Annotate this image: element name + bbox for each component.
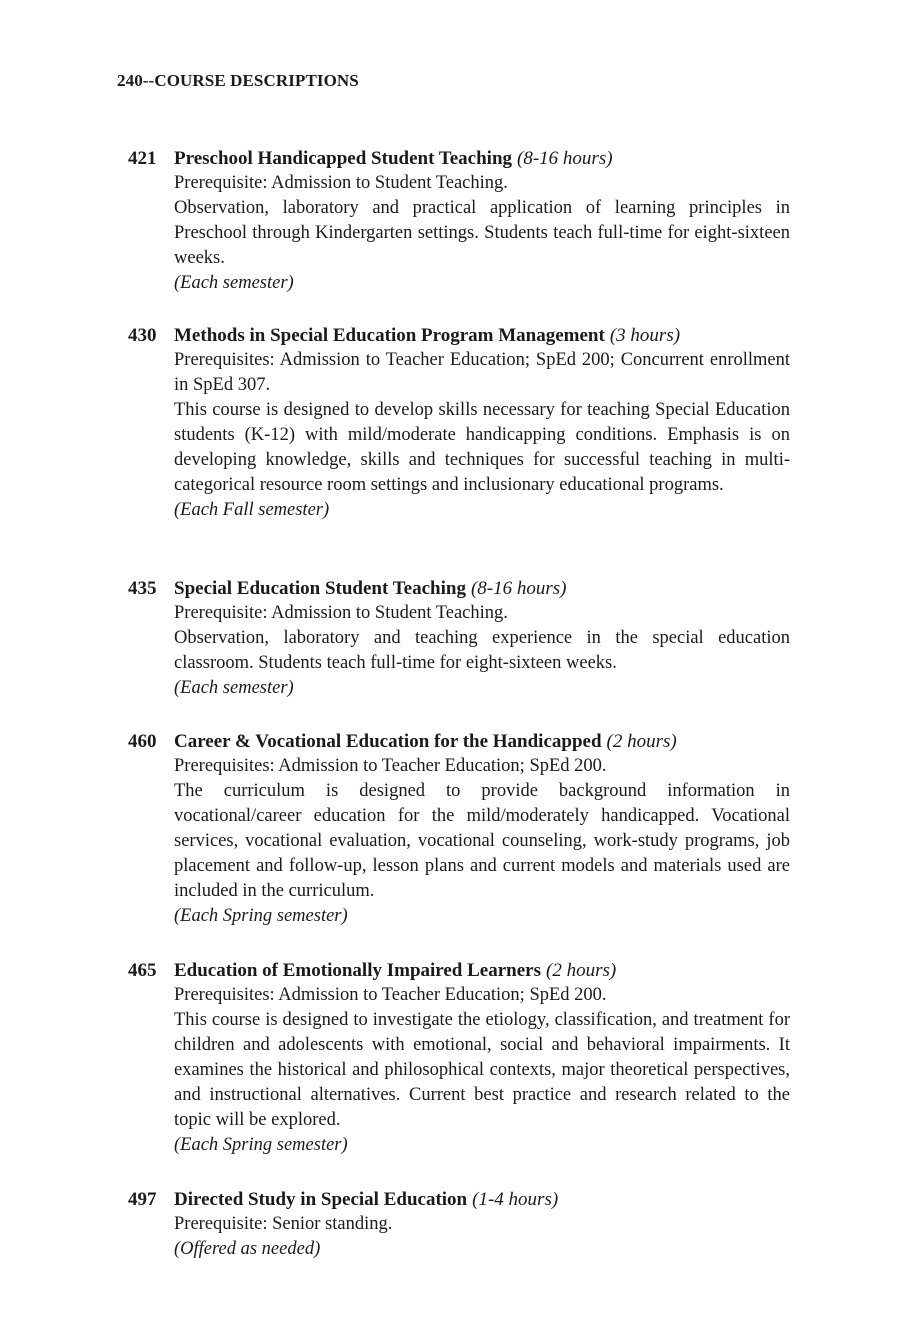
course-number: 430 [128,325,157,346]
course-prerequisite: Prerequisite: Admission to Student Teaching. [174,603,508,623]
page-header: 240--COURSE DESCRIPTIONS [117,71,359,90]
course-offered: (Each Fall semester) [174,500,330,520]
course-hours: (8-16 hours) [517,148,613,169]
course-430 [128,323,790,523]
course-offered: (Offered as needed) [174,1239,321,1259]
course-prerequisite: Prerequisite: Admission to Student Teaching. [174,173,508,193]
course-hours: (2 hours) [606,731,677,752]
course-prerequisite: Prerequisite: Senior standing. [174,1214,393,1234]
course-title: Preschool Handicapped Student Teaching [174,148,513,169]
course-460 [128,729,790,929]
course-title: Career & Vocational Education for the Handicapped [174,731,602,752]
course-hours: (1-4 hours) [472,1189,559,1210]
course-497 [128,1187,790,1262]
course-number: 497 [128,1189,157,1210]
course-prerequisite: Prerequisites: Admission to Teacher Education; SpEd 200; Concurrent enrollment in SpEd 307. [174,350,790,395]
course-number: 465 [128,960,157,981]
course-offered: (Each semester) [174,678,294,698]
course-offered: (Each Spring semester) [174,906,348,926]
course-prerequisite: Prerequisites: Admission to Teacher Education; SpEd 200. [174,985,607,1005]
course-offered: (Each semester) [174,273,294,293]
course-description: Observation, laboratory and teaching experience in the special education classroom. Students teach full-time for eight-sixteen weeks. [174,628,790,673]
course-435 [128,576,790,701]
course-421 [128,146,790,296]
course-description: The curriculum is designed to provide background information in vocational/career education for the mild/moderately handicapped. Vocational services, vocational evaluation, vocational counseling, work-study programs, job placement and follow-up, lesson plans and current models and materials used are included in the curriculum. [174,781,790,901]
course-hours: (8-16 hours) [470,578,567,599]
course-hours: (3 hours) [609,325,681,346]
course-title: Special Education Student Teaching [174,578,466,599]
course-description: Observation, laboratory and practical application of learning principles in Preschool through Kindergarten settings. Students teach full-time for eight-sixteen weeks. [174,198,790,268]
course-hours: (2 hours) [546,960,617,981]
course-description: This course is designed to develop skills necessary for teaching Special Education students (K-12) with mild/moderate handicapping conditions. Emphasis is on developing knowledge, skills and techniques for successful teaching in multi-categorical resource room settings and inclusionary educational programs. [174,400,790,495]
course-title: Education of Emotionally Impaired Learners [174,960,541,981]
course-number: 460 [128,731,157,752]
course-465 [128,958,790,1158]
course-description: This course is designed to investigate the etiology, classification, and treatment for children and adolescents with emotional, social and behavioral impairments. It examines the historical and philosophical contexts, major theoretical perspectives, and instructional alternatives. Current best practice and research related to the topic will be explored. [174,1010,790,1130]
course-number: 421 [128,148,157,169]
course-title: Directed Study in Special Education [174,1189,468,1210]
course-offered: (Each Spring semester) [174,1135,348,1155]
course-prerequisite: Prerequisites: Admission to Teacher Education; SpEd 200. [174,756,607,776]
course-title: Methods in Special Education Program Management [174,325,605,346]
course-number: 435 [128,578,157,599]
